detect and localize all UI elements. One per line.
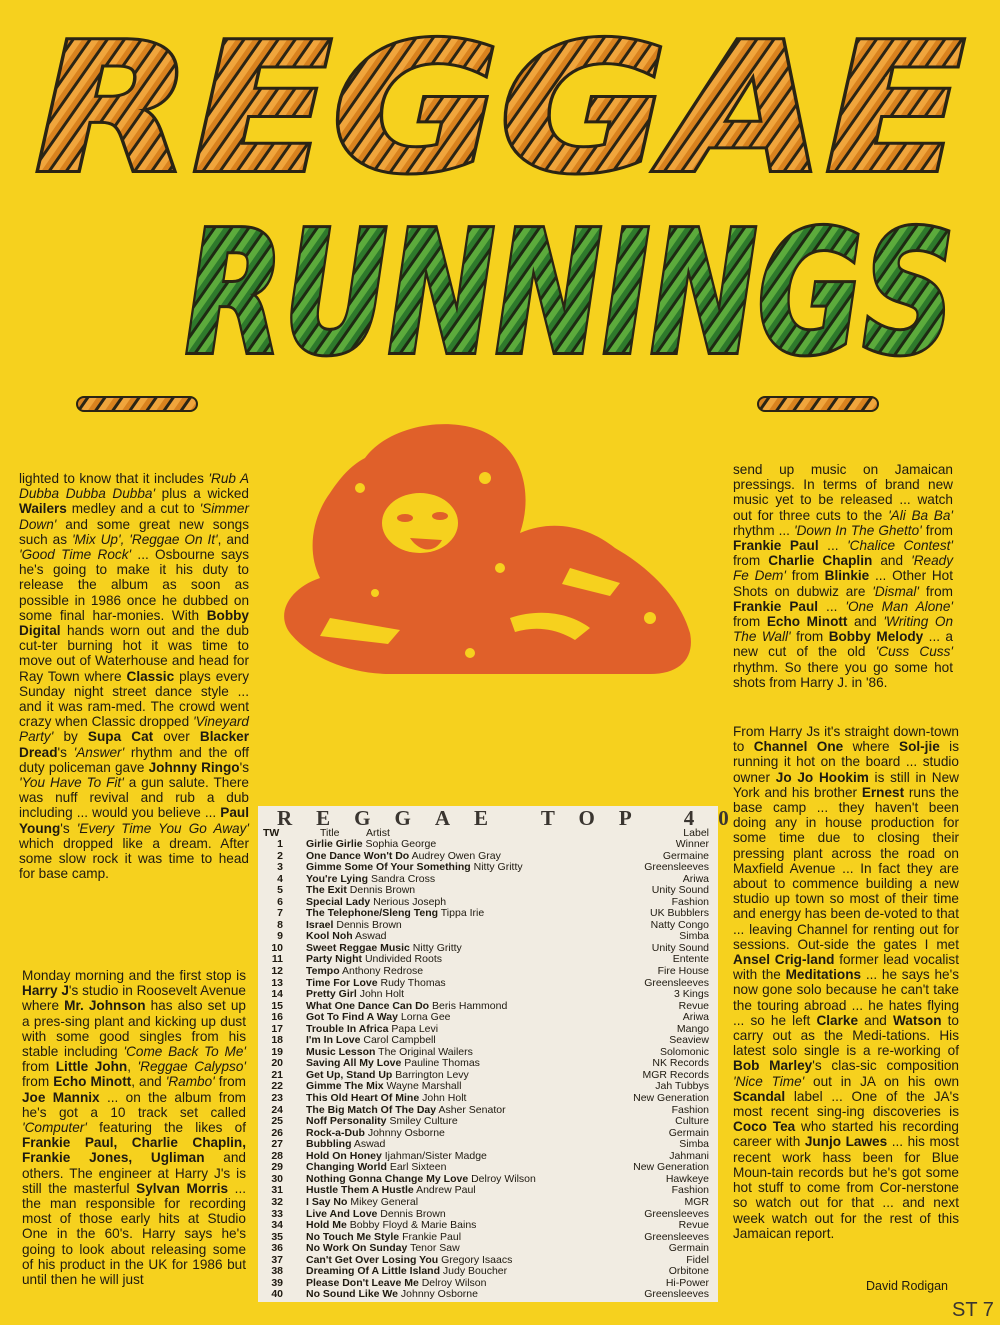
- bold-name: Ernest: [861, 784, 905, 800]
- record-label: Seaview: [669, 1034, 709, 1047]
- text-run: rhythm. So there you go some hot shots from Harry J. in '86.: [733, 659, 953, 690]
- record-label: Jah Tubbys: [655, 1080, 709, 1093]
- text-run: ... the man responsible for recording most of those early hits at Studio One in the 60's. Harry says he's going to look about releasing some of his product in the UK for 1986 but until then he will just: [22, 1180, 247, 1288]
- song-title: Time For Love: [306, 976, 378, 989]
- italic-title: 'Every Time You Go Away': [76, 820, 250, 836]
- chart-position: 4: [277, 872, 283, 885]
- bold-name: Little John: [55, 1059, 128, 1075]
- reggae-top-40-chart: [258, 806, 753, 1302]
- song-title: Bubbling: [306, 1138, 352, 1151]
- song-title: The Telephone/Sleng Teng: [306, 907, 439, 920]
- bold-name: Ansel Crig-land: [733, 952, 835, 968]
- chart-position: 24: [271, 1103, 283, 1116]
- record-label: Simba: [679, 1138, 709, 1151]
- record-label: Winner: [675, 838, 709, 850]
- song-title: Dreaming Of A Little Island: [306, 1265, 440, 1278]
- italic-title: 'One Man Alone': [845, 598, 953, 614]
- record-label: Germain: [668, 1126, 709, 1139]
- song-title: Changing World: [306, 1161, 387, 1174]
- artist-name: Papa Levi: [391, 1022, 439, 1035]
- song-title: Got To Find A Way: [306, 1011, 398, 1024]
- text-run: has also set up a pres-sing plant and kicking up dust with some good singles from his stable including: [22, 998, 246, 1060]
- text-run: where: [843, 739, 899, 755]
- chart-position: 12: [271, 965, 283, 978]
- artist-name: Nerious Joseph: [373, 895, 447, 908]
- song-title: You're Lying: [306, 872, 369, 885]
- artist-name: Lorna Gee: [400, 1011, 451, 1024]
- bold-name: Blacker Dread: [19, 729, 249, 760]
- italic-title: 'Ali Ba Ba': [888, 507, 953, 523]
- text-run: , and: [131, 1074, 166, 1090]
- record-label: 3 Kings: [673, 988, 709, 1001]
- song-title: Hold Me: [306, 1219, 347, 1232]
- text-run: send up music on Jamaican pressings. In terms of brand new music yet to be released ... watch out for three cuts to the: [733, 462, 953, 523]
- chart-position: 26: [271, 1126, 283, 1139]
- artist-name: Rudy Thomas: [380, 976, 446, 989]
- record-label: Solomonic: [659, 1045, 709, 1058]
- text-run: from: [790, 629, 829, 645]
- text-run: 's: [60, 820, 77, 836]
- right-column-text-2: [733, 724, 959, 1241]
- bold-name: Frankie Paul: [733, 538, 819, 554]
- artist-name: Audrey Owen Gray: [411, 849, 501, 862]
- chart-position: 5: [277, 884, 283, 897]
- chart-position: 20: [271, 1057, 283, 1070]
- song-title: Rock-a-Dub: [306, 1126, 365, 1139]
- text-run: to carry out as the Medi-tations. His latest solo single is a re-working of: [733, 1012, 959, 1059]
- text-run: which dropped like a dream. After some slow rock it was time to head for base camp.: [19, 835, 249, 882]
- text-run: and: [872, 553, 912, 569]
- chart-position: 36: [271, 1242, 283, 1255]
- song-title: Gimme The Mix: [306, 1080, 384, 1093]
- artist-name: Gregory Isaacs: [441, 1253, 513, 1266]
- chart-position: 14: [271, 988, 283, 1001]
- artist-name: Aswad: [355, 930, 387, 943]
- song-title: Please Don't Leave Me: [306, 1276, 419, 1289]
- artist-name: Judy Boucher: [442, 1265, 508, 1278]
- italic-title: 'You Have To Fit': [19, 775, 124, 791]
- text-run: ... Osbourne says he's going to make it his duty to release the album as soon as possible in 1986 once he dubbed on some final har-monies. With: [19, 547, 249, 623]
- bold-name: Echo Minott: [766, 614, 848, 630]
- text-run: label ... One of the JA's most recent sing-ing discoveries is: [733, 1088, 959, 1120]
- record-label: NK Records: [652, 1057, 709, 1070]
- italic-title: 'Rub A Dubba Dubba Dubba': [19, 471, 250, 502]
- artist-name: Nitty Gritty: [473, 861, 523, 874]
- record-label: Germaine: [662, 849, 709, 862]
- song-title: This Old Heart Of Mine: [306, 1092, 420, 1105]
- chart-position: 2: [277, 849, 283, 862]
- record-label: Germain: [668, 1242, 709, 1255]
- bold-name: Sylvan Morris: [136, 1180, 229, 1196]
- text-run: and: [847, 614, 884, 630]
- record-label: Hawkeye: [665, 1172, 709, 1185]
- text-run: plays every Sunday night street dance style ... and it was ram-med. The crowd went crazy when Classic dropped: [19, 668, 249, 730]
- text-run: ... on the album from he's got a 10 track set called: [22, 1089, 246, 1120]
- italic-title: 'Come Back To Me': [123, 1044, 246, 1060]
- text-run: is running it hot on the board ... studio owner: [733, 739, 960, 785]
- text-run: 's studio in Roosevelt Avenue where: [22, 983, 246, 1014]
- artist-name: The Original Wailers: [378, 1045, 473, 1058]
- artist-name: Frankie Paul: [402, 1230, 462, 1243]
- artist-name: Undivided Roots: [364, 953, 442, 966]
- chart-position: 35: [271, 1230, 283, 1243]
- lion-illustration: [270, 418, 700, 676]
- bold-name: Harry J: [22, 983, 69, 999]
- chart-position: 31: [271, 1184, 283, 1197]
- text-run: and: [858, 1012, 893, 1028]
- song-title: Girlie Girlie: [306, 838, 363, 850]
- bold-name: Frankie Paul, Charlie Chaplin, Frankie Jones, Ugliman: [22, 1135, 246, 1166]
- chart-position: 37: [271, 1253, 283, 1266]
- record-label: Greensleeves: [644, 976, 709, 989]
- record-label: Orbitone: [668, 1265, 709, 1278]
- artist-name: Delroy Wilson: [421, 1276, 487, 1289]
- text-run: is still in New York and his brother: [733, 769, 959, 800]
- text-run: and some great new songs such as: [19, 516, 249, 547]
- song-title: Live And Love: [306, 1207, 378, 1220]
- text-run: rhythm and the off duty policeman gave: [19, 744, 249, 775]
- artist-name: Carol Campbell: [363, 1034, 436, 1047]
- chart-position: 18: [271, 1034, 283, 1047]
- song-title: Tempo: [306, 965, 340, 978]
- chart-position: 29: [271, 1161, 283, 1174]
- record-label: New Generation: [633, 1092, 709, 1105]
- record-label: Greensleeves: [644, 861, 709, 874]
- header-artist: Artist: [366, 827, 390, 839]
- record-label: Revue: [678, 999, 709, 1012]
- italic-title: 'Computer': [22, 1120, 87, 1136]
- song-title: Special Lady: [306, 895, 371, 908]
- record-label: Jahmani: [669, 1149, 709, 1162]
- bold-name: Sol-jie: [899, 739, 940, 755]
- chart-position: 3: [277, 861, 283, 874]
- text-run: , and: [217, 531, 250, 547]
- song-title: Trouble In Africa: [306, 1022, 389, 1035]
- chart-position: 17: [271, 1022, 283, 1035]
- bold-name: Mr. Johnson: [64, 998, 146, 1014]
- bold-name: Watson: [892, 1012, 942, 1028]
- italic-title: 'Mix Up', 'Reggae On It': [71, 531, 218, 547]
- song-title: Gimme Some Of Your Something: [306, 861, 471, 874]
- record-label: Unity Sound: [651, 884, 709, 897]
- text-run: featuring the likes of: [86, 1120, 246, 1136]
- chart-position: 22: [271, 1080, 283, 1093]
- bold-name: Supa Cat: [87, 729, 154, 745]
- artist-name: Johnny Osborne: [400, 1288, 478, 1301]
- right-paragraph-2: [733, 724, 959, 1241]
- page-number: ST 7: [952, 1299, 994, 1321]
- text-run: from: [785, 568, 825, 584]
- artist-name: Aswad: [353, 1138, 386, 1151]
- record-label: Ariwa: [682, 872, 709, 885]
- text-run: former lead vocalist with the: [733, 952, 960, 983]
- song-title: No Touch Me Style: [306, 1230, 400, 1243]
- artist-name: Earl Sixteen: [389, 1161, 447, 1174]
- chart-position: 25: [271, 1115, 283, 1128]
- bold-name: Frankie Paul: [733, 598, 819, 614]
- bold-name: Joe Mannix: [22, 1089, 100, 1105]
- song-title: Get Up, Stand Up: [306, 1068, 393, 1081]
- text-run: ... Other Hot Shots on dubwiz are: [733, 568, 954, 599]
- italic-title: 'Reggae Calypso': [137, 1059, 246, 1075]
- song-title: Noff Personality: [306, 1115, 387, 1128]
- artist-name: Johnny Osborne: [367, 1126, 445, 1139]
- chart-position: 7: [277, 907, 283, 920]
- left-paragraph-1: [19, 471, 249, 881]
- title-line-reggae: REGGAE: [35, 5, 965, 212]
- bold-name: Echo Minott: [53, 1074, 132, 1090]
- left-paragraph-2: [22, 968, 246, 1287]
- chart-position: 21: [271, 1068, 283, 1081]
- header-label: Label: [683, 827, 709, 839]
- record-label: Greensleeves: [644, 1207, 709, 1220]
- left-column-text: [19, 471, 249, 881]
- text-run: From Harry Js it's straight down-town to: [733, 724, 959, 755]
- chart-position: 9: [277, 930, 283, 943]
- song-title: No Sound Like We: [306, 1288, 398, 1301]
- bold-name: Junjo Lawes: [804, 1134, 888, 1150]
- text-run: from: [214, 1074, 246, 1090]
- chart-position: 27: [271, 1138, 283, 1151]
- text-run: ,: [127, 1059, 138, 1075]
- chart-position: 23: [271, 1092, 283, 1105]
- bold-name: Coco Tea: [733, 1119, 796, 1135]
- artist-name: Beris Hammond: [432, 999, 508, 1012]
- right-column-text: [733, 462, 953, 690]
- title-line-runnings: RUNNINGS: [185, 195, 955, 393]
- chart-position: 38: [271, 1265, 283, 1278]
- bold-name: Charlie Chaplin: [768, 553, 873, 569]
- record-label: New Generation: [633, 1161, 709, 1174]
- record-label: Simba: [679, 930, 709, 943]
- record-label: Unity Sound: [651, 941, 709, 954]
- artist-name: Anthony Redrose: [341, 965, 424, 978]
- artist-name: Wayne Marshall: [386, 1080, 462, 1093]
- text-run: plus a wicked: [155, 486, 249, 502]
- chart-rows: [263, 839, 713, 1301]
- song-title: Pretty Girl: [306, 988, 357, 1001]
- text-run: ...: [818, 538, 848, 554]
- song-title: I Say No: [306, 1195, 348, 1208]
- chart-position: 19: [271, 1045, 283, 1058]
- artist-name: Dennis Brown: [380, 1207, 446, 1220]
- text-run: rhythm ...: [733, 522, 795, 538]
- text-run: from: [921, 522, 953, 538]
- record-label: Hi-Power: [665, 1276, 709, 1289]
- record-label: Fashion: [671, 895, 709, 908]
- chart-position: 34: [271, 1219, 283, 1232]
- text-run: ... a new cut of the old: [733, 629, 953, 660]
- artist-name: John Holt: [422, 1092, 467, 1105]
- italic-title: 'Answer': [73, 744, 125, 760]
- song-title: Kool Noh: [306, 930, 353, 943]
- artist-name: Tenor Saw: [410, 1242, 460, 1255]
- chart-position: 28: [271, 1149, 283, 1162]
- text-run: 's clas-sic composition: [812, 1058, 959, 1074]
- left-column-text-2: [22, 968, 246, 1287]
- bold-name: Bobby Digital: [19, 607, 249, 639]
- song-title: Party Night: [306, 953, 363, 966]
- artist-name: Bobby Floyd & Marie Bains: [349, 1219, 477, 1232]
- artist-name: Pauline Thomas: [404, 1057, 480, 1070]
- chart-position: 1: [277, 838, 283, 850]
- bold-name: Bobby Melody: [828, 629, 924, 645]
- artist-name: Ijahman/Sister Madge: [384, 1149, 487, 1162]
- text-run: who started his recording career with: [733, 1119, 959, 1150]
- artist-name: Tippa Irie: [440, 907, 485, 920]
- song-title: Nothing Gonna Change My Love: [306, 1172, 469, 1185]
- artist-name: Asher Senator: [438, 1103, 506, 1116]
- chart-position: 15: [271, 999, 283, 1012]
- bold-name: Meditations: [785, 967, 862, 983]
- text-run: by: [53, 729, 88, 745]
- chart-position: 13: [271, 976, 283, 989]
- artist-name: Dennis Brown: [336, 918, 402, 931]
- bold-name: Classic: [126, 668, 175, 684]
- song-title: Israel: [306, 918, 334, 931]
- italic-title: 'Dismal': [872, 583, 919, 599]
- bold-name: Bob Marley: [733, 1058, 813, 1074]
- song-title: No Work On Sunday: [306, 1242, 408, 1255]
- text-run: from: [733, 614, 767, 630]
- italic-title: 'Writing On The Wall': [733, 614, 954, 645]
- artist-name: John Holt: [359, 988, 405, 1001]
- artist-name: Andrew Paul: [416, 1184, 476, 1197]
- song-title: Can't Get Over Losing You: [306, 1253, 439, 1266]
- chart-position: 30: [271, 1172, 283, 1185]
- bold-name: Wailers: [19, 501, 67, 517]
- bold-name: Blinkie: [824, 568, 870, 584]
- record-label: Fire House: [657, 965, 709, 978]
- record-label: Fashion: [671, 1184, 709, 1197]
- artist-name: Sandra Cross: [370, 872, 436, 885]
- chart-position: 40: [271, 1288, 283, 1301]
- record-label: Ariwa: [682, 1011, 709, 1024]
- italic-title: 'Good Time Rock': [19, 547, 132, 563]
- bold-name: Clarke: [816, 1012, 859, 1028]
- text-run: from: [22, 1074, 54, 1090]
- bold-name: Channel One: [753, 739, 844, 755]
- song-title: The Big Match Of The Day: [306, 1103, 437, 1116]
- bold-name: Paul Young: [19, 805, 249, 836]
- record-label: Mango: [676, 1022, 709, 1035]
- italic-title: 'Down In The Ghetto': [794, 522, 922, 538]
- artist-name: Delroy Wilson: [471, 1172, 536, 1185]
- song-title: Sweet Reggae Music: [306, 941, 410, 954]
- text-run: from: [918, 583, 954, 599]
- text-run: over: [153, 729, 200, 745]
- text-run: and others. The engineer at Harry J's is still the masterful: [22, 1150, 246, 1196]
- right-paragraph-1: [733, 462, 953, 690]
- chart-position: 8: [277, 918, 283, 931]
- artist-name: Nitty Gritty: [412, 941, 462, 954]
- text-run: Monday morning and the first stop is: [22, 968, 246, 983]
- italic-title: 'Cuss Cuss': [875, 644, 953, 660]
- text-run: from: [733, 553, 769, 569]
- italic-title: 'Ready Fe Dem': [733, 553, 954, 584]
- text-run: ... he says he's now gone solo because he can't take the touring abroad ... he hates flying ... so he left: [733, 967, 959, 1028]
- chart-position: 33: [271, 1207, 283, 1220]
- record-label: Greensleeves: [644, 1288, 709, 1301]
- chart-row: [263, 1289, 713, 1301]
- chart-entry: [306, 1289, 478, 1301]
- header-tw: TW: [263, 827, 280, 839]
- record-label: Greensleeves: [644, 1230, 709, 1243]
- text-run: medley and a cut to: [66, 501, 200, 517]
- record-label: Fashion: [671, 1103, 709, 1116]
- chart-position: 32: [271, 1195, 283, 1208]
- record-label: Fidel: [686, 1253, 709, 1266]
- song-title: Hold On Honey: [306, 1149, 382, 1162]
- song-title: Music Lesson: [306, 1045, 376, 1058]
- text-run: out in JA on his own: [804, 1073, 960, 1089]
- text-run: a gun salute. There was nuff revival and rub a dub including ... would you believe ...: [19, 775, 249, 821]
- chart-title: REGGAE TOP 40: [277, 806, 753, 830]
- italic-title: 'Rambo': [165, 1074, 215, 1090]
- record-label: UK Bubblers: [650, 907, 709, 920]
- song-title: I'm In Love: [306, 1034, 361, 1047]
- song-title: Hustle Them A Hustle: [306, 1184, 414, 1197]
- chart-position: 39: [271, 1276, 283, 1289]
- bold-name: Jo Jo Hookim: [775, 769, 869, 785]
- artist-name: Dennis Brown: [349, 884, 416, 897]
- chart-position: 11: [271, 953, 283, 966]
- record-label: Entente: [672, 953, 709, 966]
- record-label: MGR: [684, 1195, 709, 1208]
- song-title: The Exit: [306, 884, 347, 897]
- chart-position: 16: [271, 1011, 283, 1024]
- artist-name: Barrington Levy: [395, 1068, 469, 1081]
- chart-position: 10: [271, 941, 283, 954]
- bold-name: Johnny Ringo: [148, 759, 240, 775]
- byline: David Rodigan: [866, 1279, 948, 1293]
- bold-name: Scandal: [733, 1088, 786, 1104]
- text-run: hands worn out and the dub cut-ter burning hot it was time to move out of Waterhouse and head for Ray Town where: [19, 623, 249, 684]
- rope-divider-right: [756, 394, 881, 416]
- artist-name: Mikey General: [350, 1195, 419, 1208]
- italic-title: 'Chalice Contest': [847, 538, 954, 554]
- text-run: ...: [818, 598, 846, 614]
- text-run: 's: [239, 759, 249, 775]
- header-title-art: [0, 0, 1000, 430]
- header-title: Title: [320, 827, 340, 839]
- text-run: from: [22, 1059, 56, 1075]
- record-label: MGR Records: [642, 1068, 709, 1081]
- text-run: lighted to know that it includes: [19, 471, 209, 486]
- artist-name: Sophia George: [365, 838, 437, 850]
- text-run: ... his most recent work hass been for Blue Moun-tain records but he's got some hot stuff to come from Cor-nerstone so watch out for that ... and next week watch out for the rest of this Jamaican report.: [733, 1134, 959, 1241]
- record-label: Culture: [675, 1115, 709, 1128]
- italic-title: 'Simmer Down': [19, 501, 249, 532]
- song-title: One Dance Won't Do: [306, 849, 410, 862]
- text-run: 's: [57, 744, 74, 760]
- record-label: Revue: [678, 1219, 709, 1232]
- chart-position: 6: [277, 895, 283, 908]
- italic-title: 'Vineyard Party': [19, 714, 249, 745]
- song-title: Saving All My Love: [306, 1057, 402, 1070]
- italic-title: 'Nice Time': [733, 1073, 805, 1089]
- record-label: Natty Congo: [650, 918, 709, 931]
- rope-divider-left: [75, 394, 200, 416]
- artist-name: Smiley Culture: [389, 1115, 458, 1128]
- text-run: runs the base camp ... they haven't been doing any in house production for some time due to closing their pressing plant across the road on Maxfield Avenue ... In fact they are about to commence building a new studio up town so most of their time and energy has been de-voted to that ... leaving Channel for renting out for sessions. Out-side the gates I met: [733, 784, 959, 952]
- song-title: What One Dance Can Do: [306, 999, 430, 1012]
